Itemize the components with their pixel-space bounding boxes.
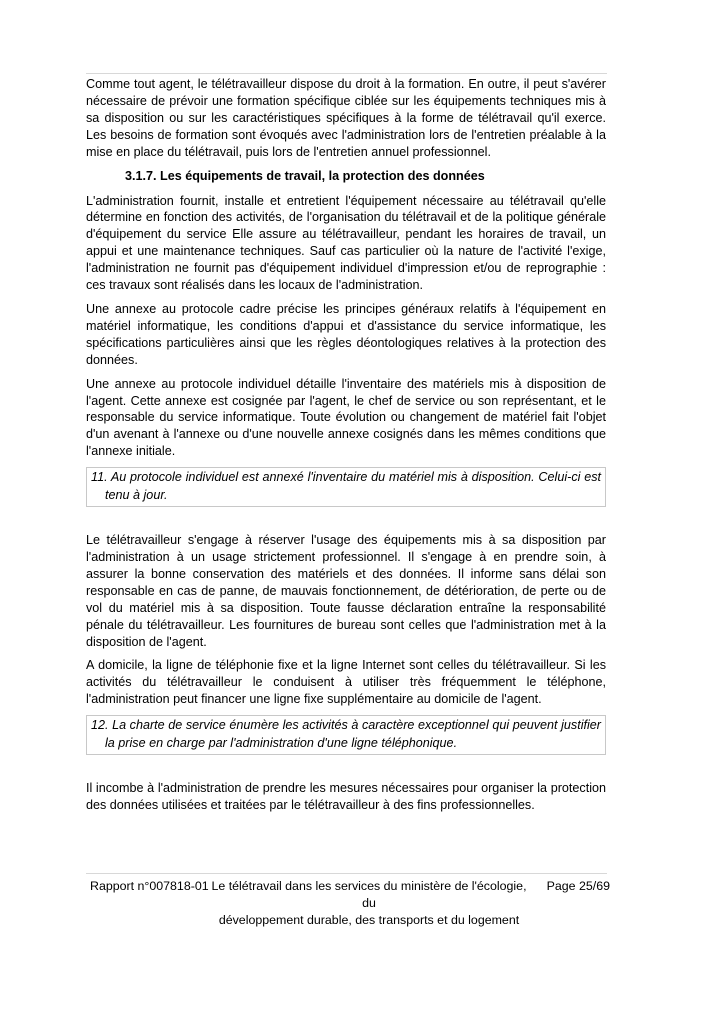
top-rule	[86, 73, 607, 74]
footer-title-line-1: Le télétravail dans les services du ministère de l'écologie, du	[211, 879, 527, 910]
paragraph-equipment: L'administration fournit, installe et entretient l'équipement nécessaire au télétravail qu'elle détermine en fonction des activités, de l'organisation du télétravail et de la politique générale d'équipement du service Elle assure au télétravailleur, pendant les horaires de travail, un appui et une maintenance techniques. Sauf cas particulier où la nature de l'activité l'exige, l'administration ne fournit pas d'équipement individuel d'impression et/ou de reprographie : ces travaux sont réalisés dans les locaux de l'administration.	[86, 193, 606, 293]
page-footer	[86, 878, 610, 927]
footer-report-number: Rapport n°007818-01	[90, 879, 209, 893]
footer-title-line-2: développement durable, des transports et du logement	[218, 913, 520, 927]
document-page	[86, 76, 606, 821]
recommendation-11: 11. Au protocole individuel est annexé l'inventaire du matériel mis à disposition. Celui-ci est tenu à jour.	[91, 470, 601, 502]
paragraph-annex-framework: Une annexe au protocole cadre précise les principes généraux relatifs à l'équipement en matériel informatique, les conditions d'appui et d'assistance du service informatique, les spécifications particulières ainsi que les règles déontologiques relatives à la protection des données.	[86, 301, 606, 367]
paragraph-phone-line: A domicile, la ligne de téléphonie fixe et la ligne Internet sont celles du télétravailleur. Si les activités du télétravailleur le conduisent à utiliser très fréquemment le téléphone, l'administration peut financer une ligne fixe supplémentaire au domicile de l'agent.	[86, 658, 606, 707]
recommendation-box-12	[86, 715, 606, 755]
footer-rule	[86, 873, 607, 874]
paragraph-data-protection: Il incombe à l'administration de prendre les mesures nécessaires pour organiser la protection des données utilisées et traitées par le télétravailleur à des fins professionnelles.	[86, 781, 606, 813]
paragraph-annex-individual: Une annexe au protocole individuel détaille l'inventaire des matériels mis à disposition de l'agent. Cette annexe est cosignée par l'agent, le chef de service ou son représentant, et le responsable du service informatique. Toute évolution ou changement de matériel fait l'objet d'un avenant à l'annexe ou d'une nouvelle annexe cosignés dans les mêmes conditions que l'annexe initiale.	[86, 376, 606, 459]
paragraph-formation: Comme tout agent, le télétravailleur dispose du droit à la formation. En outre, il peut s'avérer nécessaire de prévoir une formation spécifique ciblée sur les équipements techniques mis à sa disposition ou sur les caractéristiques spécifiques à la forme de télétravail qu'il exerce. Les besoins de formation sont évoqués avec l'administration lors de l'entretien préalable à la mise en place du télétravail, puis lors de l'entretien annuel professionnel.	[86, 77, 606, 159]
recommendation-12: 12. La charte de service énumère les activités à caractère exceptionnel qui peuvent justifier la prise en charge par l'administration d'une ligne téléphonique.	[91, 718, 601, 750]
footer-document-title	[206, 878, 532, 929]
footer-page-number: Page 25/69	[546, 879, 610, 893]
recommendation-box-11	[86, 467, 606, 507]
paragraph-usage: Le télétravailleur s'engage à réserver l'usage des équipements mis à sa disposition par l'administration à un usage strictement professionnel. Il s'engage à en prendre soin, à assurer la bonne conservation des matériels et des données. Il informe sans délai son responsable en cas de panne, de mauvais fonctionnement, de détérioration, de perte ou de vol du matériel mis à sa disposition. Toute fausse déclaration entraîne la responsabilité pénale du télétravailleur. Les fournitures de bureau sont celles que l'administration met à la disposition de l'agent.	[86, 533, 606, 649]
section-heading: 3.1.7. Les équipements de travail, la protection des données	[125, 168, 485, 183]
